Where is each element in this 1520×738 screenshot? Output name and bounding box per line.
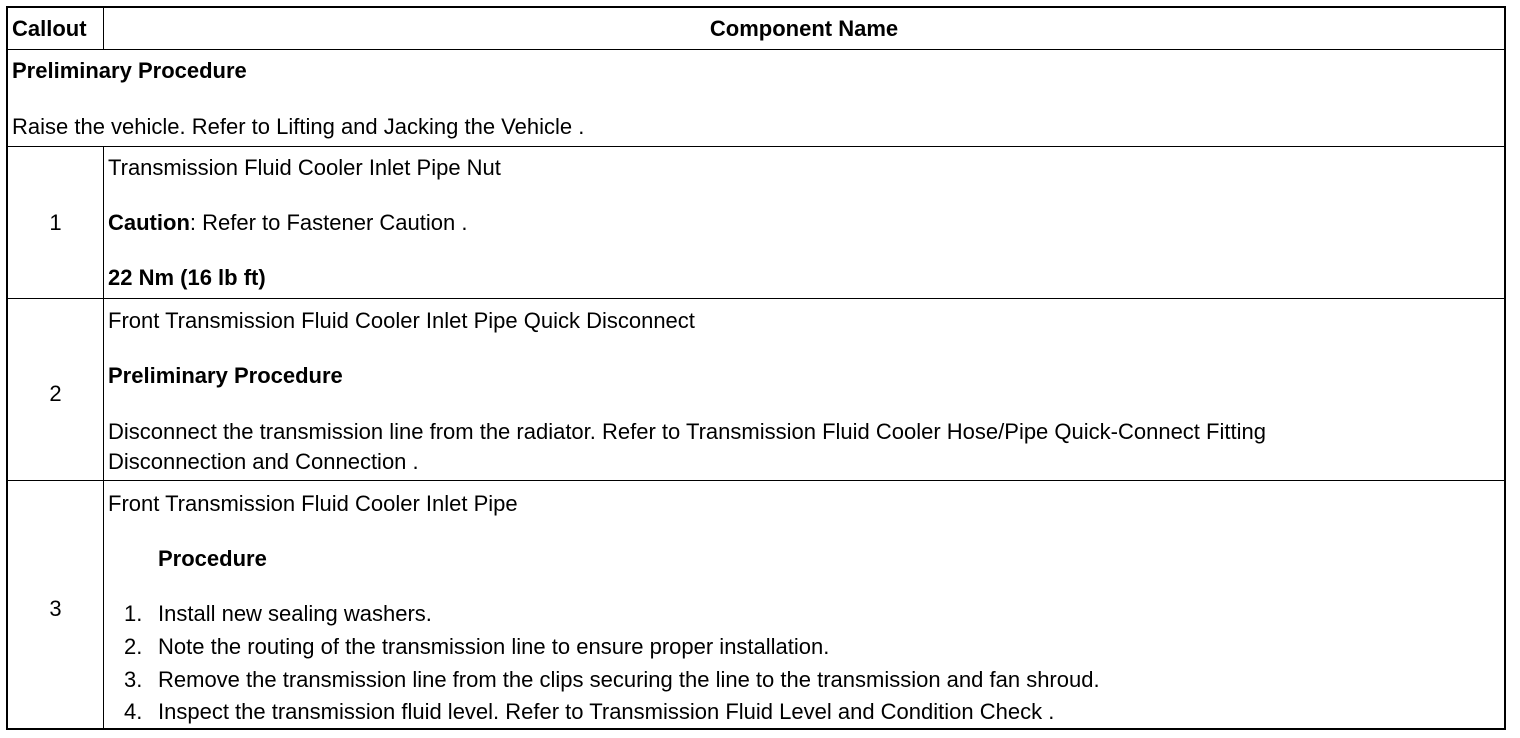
preliminary-row [8,50,1504,147]
preliminary-title: Preliminary Procedure [12,58,247,83]
step-number: 4. [124,699,143,724]
column-divider [103,481,104,728]
callout-number: 1 [49,210,62,235]
column-divider [103,299,104,481]
caution-label: Caution [108,210,190,235]
step-text: Remove the transmission line from the clips securing the line to the transmission and fan shroud. [158,667,1100,692]
step-number: 1. [124,601,143,626]
procedure-title: Procedure [158,546,267,571]
column-divider [103,147,104,299]
callout-number: 3 [49,596,62,621]
preliminary-text: Raise the vehicle. Refer to Lifting and Jacking the Vehicle . [12,114,585,139]
prelim-title: Preliminary Procedure [108,363,343,388]
step-number: 3. [124,667,143,692]
table-row [8,299,1504,481]
header-component-name: Component Name [709,16,899,41]
step-number: 2. [124,634,143,659]
procedure-table [6,6,1506,730]
caution-line [108,210,467,236]
table-header-row [8,8,1504,50]
caution-text: : Refer to Fastener Caution . [189,210,468,235]
step-text: Note the routing of the transmission line to ensure proper installation. [158,634,830,659]
component-name: Transmission Fluid Cooler Inlet Pipe Nut [108,155,501,180]
prelim-line-2: Disconnection and Connection . [108,449,419,474]
table-row [8,147,1504,299]
step-text: Inspect the transmission fluid level. Refer to Transmission Fluid Level and Condition Check . [158,699,1055,724]
torque-spec: 22 Nm (16 lb ft) [108,265,266,290]
component-name: Front Transmission Fluid Cooler Inlet Pipe [108,491,518,516]
prelim-line-1: Disconnect the transmission line from the radiator. Refer to Transmission Fluid Cooler Hose/Pipe Quick-Connect Fitting [108,419,1266,444]
component-name: Front Transmission Fluid Cooler Inlet Pipe Quick Disconnect [108,308,695,333]
callout-number: 2 [49,381,62,406]
table-row [8,481,1504,728]
header-callout: Callout [12,16,87,41]
step-text: Install new sealing washers. [158,601,432,626]
